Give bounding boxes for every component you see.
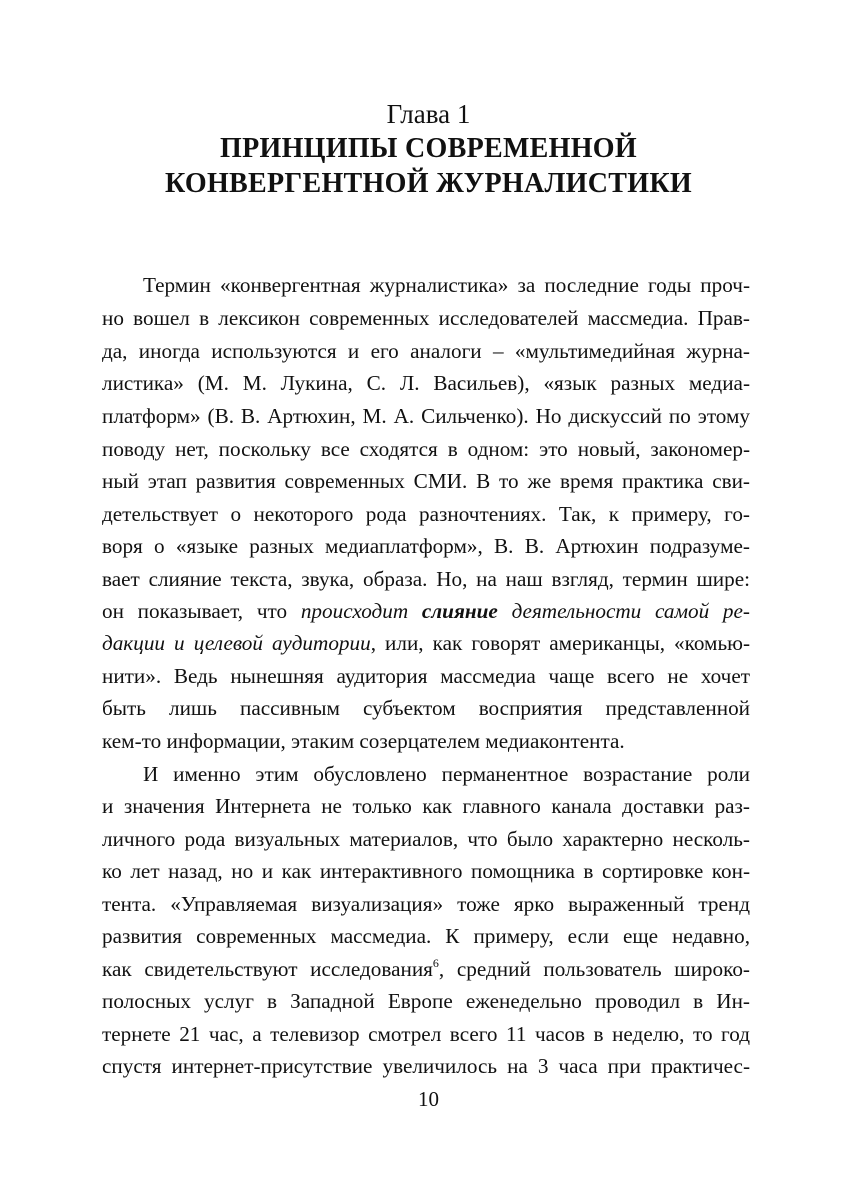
text-line: И именно этим обусловлено перманентное возрастание роли	[143, 762, 750, 786]
text-line: спустя интернет-присутствие увеличилось на 3 часа при практичес-	[102, 1054, 750, 1078]
chapter-label: Глава 1	[386, 99, 471, 129]
text-line: ный этап развития современных СМИ. В то же время практика сви-	[102, 469, 750, 493]
text-line: но вошел в лексикон современных исследователей массмедиа. Прав-	[102, 306, 750, 330]
text-line	[102, 630, 750, 656]
text-line: тернете 21 час, а телевизор смотрел всего 11 часов в неделю, то год	[102, 1022, 750, 1046]
text-run: как свидетельствуют исследования	[102, 957, 433, 981]
text-line: Термин «конвергентная журналистика» за последние годы проч-	[143, 273, 750, 297]
text-line: и значения Интернета не только как главного канала доставки раз-	[102, 794, 750, 818]
text-run: он показывает, что	[102, 599, 301, 623]
chapter-title	[0, 131, 857, 201]
text-line	[102, 598, 750, 624]
italic-run: дакции и целевой аудитории	[102, 631, 371, 655]
text-line: нити». Ведь нынешняя аудитория массмедиа чаще всего не хочет	[102, 664, 750, 688]
italic-run: деятельности самой ре-	[497, 599, 750, 623]
text-line: полосных услуг в Западной Европе еженедельно проводил в Ин-	[102, 989, 750, 1013]
chapter-title-line: КОНВЕРГЕНТНОЙ ЖУРНАЛИСТИКИ	[164, 168, 693, 199]
text-line: да, иногда используются и его аналоги – «мультимедийная журна-	[102, 339, 750, 363]
text-run: , или, как говорят американцы, «комью-	[370, 631, 751, 655]
text-line: листика» (М. М. Лукина, С. Л. Васильев), «язык разных медиа-	[102, 371, 750, 395]
page-number: 10	[418, 1087, 439, 1111]
italic-run: происходит	[300, 599, 422, 623]
footnote-ref[interactable]: 6	[432, 955, 439, 970]
text-line: быть лишь пассивным субъектом восприятия представленной	[102, 696, 750, 720]
chapter-title-line: ПРИНЦИПЫ СОВРЕМЕННОЙ	[220, 133, 637, 164]
text-line: кем-то информации, этаким созерцателем медиаконтента.	[102, 729, 625, 753]
bold-italic-run: слияние	[421, 599, 498, 623]
text-line	[102, 956, 750, 982]
text-line: платформ» (В. В. Артюхин, М. А. Сильченко). Но дискуссий по этому	[102, 404, 750, 428]
text-line: детельствует о некоторого рода разночтениях. Так, к примеру, го-	[102, 502, 750, 526]
text-line: развития современных массмедиа. К примеру, если еще недавно,	[102, 924, 750, 948]
text-line: тента. «Управляемая визуализация» тоже ярко выраженный тренд	[102, 892, 750, 916]
text-line: личного рода визуальных материалов, что было характерно несколь-	[102, 827, 750, 851]
text-line: воря о «языке разных медиаплатформ», В. В. Артюхин подразуме-	[102, 534, 750, 558]
text-line: поводу нет, поскольку все сходятся в одном: это новый, закономер-	[102, 437, 750, 461]
text-line: ко лет назад, но и как интерактивного помощника в сортировке кон-	[102, 859, 750, 883]
text-line: вает слияние текста, звука, образа. Но, на наш взгляд, термин шире:	[102, 567, 750, 591]
text-run: , средний пользователь широко-	[438, 957, 750, 981]
